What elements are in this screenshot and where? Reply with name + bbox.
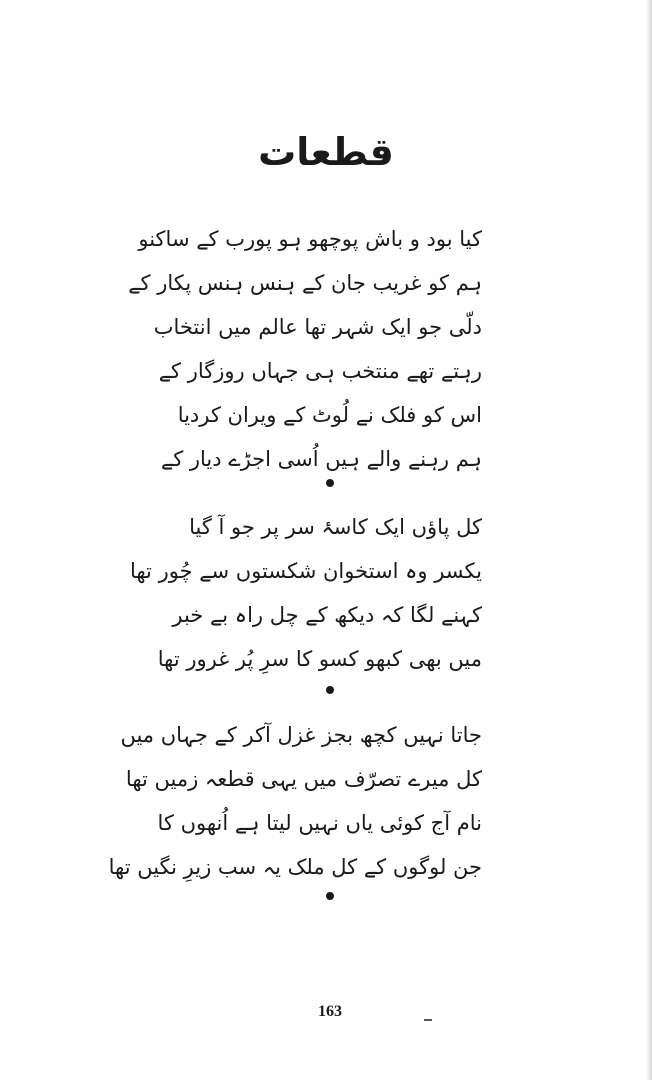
page-title: قطعات [258,130,394,174]
verse-line: رہتے تھے منتخب ہی جہاں روزگار کے [158,359,482,383]
page-number: 163 [318,1003,342,1020]
verse-line: کہنے لگا کہ دیکھ کے چل راہ بے خبر [172,603,482,627]
verse-line: یکسر وہ استخوان شکستوں سے چُور تھا [129,559,482,583]
verse-line: میں بھی کبھو کسو کا سرِ پُر غرور تھا [157,647,482,671]
verse-line: نام آج کوئی یاں نہیں لیتا ہے اُنھوں کا [157,811,482,835]
ink-speck [424,1019,432,1021]
verse-line: جاتا نہیں کچھ بجز غزل آکر کے جہاں میں [120,723,482,747]
verse-line: جن لوگوں کے کل ملک یہ سب زیرِ نگیں تھا [108,855,482,879]
verse-line: ہم کو غریب جان کے ہنس ہنس پکار کے [128,271,482,295]
verse-line: ہم رہنے والے ہیں اُسی اجڑے دیار کے [160,447,482,471]
verse-line: کل پاؤں ایک کاسۂ سر پر جو آ گیا [189,515,482,539]
stanza-divider-dot [326,892,334,900]
page-edge-shadow [646,0,652,1080]
stanza-3 [108,713,482,889]
verse-line: کل میرے تصرّف میں یہی قطعہ زمیں تھا [125,767,482,791]
stanza-divider-dot [326,686,334,694]
verse-line: اس کو فلک نے لُوٹ کے ویران کردیا [177,403,482,427]
stanza-2 [129,505,482,681]
stanza-divider-dot [326,479,334,487]
verse-line: کیا بود و باش پوچھو ہو پورب کے ساکنو [138,227,482,251]
stanza-1 [128,217,482,481]
verse-line: دلّی جو ایک شہر تھا عالم میں انتخاب [153,315,482,339]
